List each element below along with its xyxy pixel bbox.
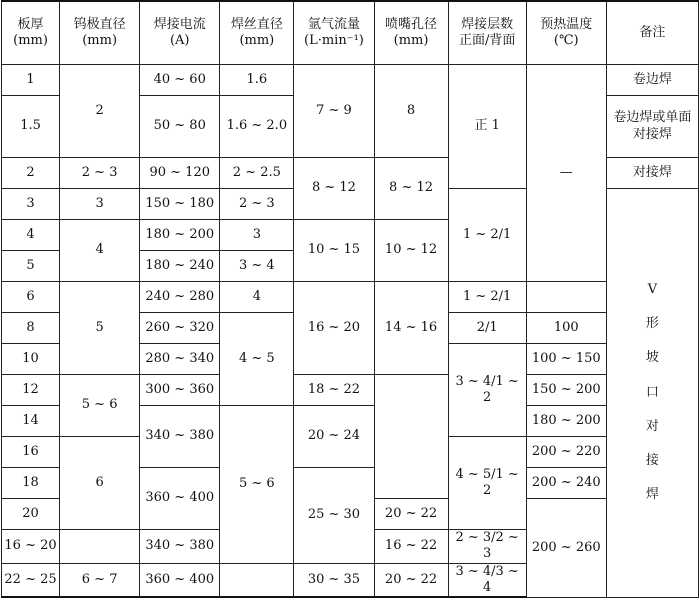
cell-current: 50 ~ 80 [140,96,220,158]
cell-preheat: 150 ~ 200 [526,375,606,406]
cell-nozzle: 16 ~ 22 [374,530,448,564]
cell-wire: 4 ~ 5 [220,313,294,406]
cell-thickness: 1 [2,65,60,96]
cell-tungsten: 6 [60,437,140,530]
cell-current: 40 ~ 60 [140,65,220,96]
cell-thickness: 4 [2,220,60,251]
cell-tungsten: 5 [60,282,140,375]
cell-preheat: 100 [526,313,606,344]
cell-preheat: 200 ~ 260 [526,499,606,598]
table-row [2,282,699,313]
cell-layers: 3 ~ 4/3 ~ 4 [448,563,526,597]
table-row [2,65,699,96]
cell-current: 180 ~ 200 [140,220,220,251]
cell-tungsten: 2 ~ 3 [60,158,140,189]
cell-wire: 2 ~ 3 [220,189,294,220]
cell-note: 卷边焊 [606,65,698,96]
cell-argon: 10 ~ 15 [294,220,374,282]
cell-thickness: 6 [2,282,60,313]
cell-current: 340 ~ 380 [140,530,220,564]
cell-wire: 5 ~ 6 [220,406,294,564]
table-row [2,375,699,406]
header-argon-flow: 氩气流量 (L·min⁻¹) [294,1,374,65]
cell-tungsten: 3 [60,189,140,220]
header-preheat-temperature: 预热温度 (℃) [526,1,606,65]
cell-current: 90 ~ 120 [140,158,220,189]
cell-current: 360 ~ 400 [140,563,220,597]
header-welding-current: 焊接电流 (A) [140,1,220,65]
cell-preheat-empty [526,282,606,313]
cell-argon: 8 ~ 12 [294,158,374,220]
cell-current: 150 ~ 180 [140,189,220,220]
header-row [2,1,699,65]
cell-wire: 3 [220,220,294,251]
cell-preheat: 180 ~ 200 [526,406,606,437]
cell-current: 340 ~ 380 [140,406,220,468]
cell-wire: 1.6 ~ 2.0 [220,96,294,158]
cell-wire-empty [220,563,294,597]
cell-argon: 16 ~ 20 [294,282,374,375]
cell-thickness: 14 [2,406,60,437]
cell-current: 280 ~ 340 [140,344,220,375]
cell-wire: 1.6 [220,65,294,96]
cell-layers: 2 ~ 3/2 ~ 3 [448,530,526,564]
cell-layers: 4 ~ 5/1 ~ 2 [448,437,526,530]
cell-preheat: 100 ~ 150 [526,344,606,375]
cell-wire: 3 ~ 4 [220,251,294,282]
cell-tungsten-empty [60,530,140,564]
cell-preheat: — [526,65,606,282]
cell-argon: 7 ~ 9 [294,65,374,158]
cell-nozzle: 10 ~ 12 [374,220,448,282]
cell-thickness: 20 [2,499,60,530]
cell-thickness: 16 ~ 20 [2,530,60,564]
cell-preheat: 200 ~ 240 [526,468,606,499]
cell-thickness: 2 [2,158,60,189]
cell-note: 卷边焊或单面对接焊 [606,96,698,158]
cell-layers: 3 ~ 4/1 ~ 2 [448,344,526,437]
cell-tungsten: 2 [60,65,140,158]
header-thickness: 板厚 (mm) [2,1,60,65]
cell-note: 对接焊 [606,158,698,189]
cell-nozzle: 20 ~ 22 [374,499,448,530]
header-nozzle-diameter: 喷嘴孔径 (mm) [374,1,448,65]
cell-thickness: 12 [2,375,60,406]
cell-nozzle: 8 ~ 12 [374,158,448,220]
cell-note-vertical: V 形 坡 口 对 接 焊 [606,189,698,598]
cell-current: 260 ~ 320 [140,313,220,344]
header-notes: 备注 [606,1,698,65]
cell-thickness: 3 [2,189,60,220]
cell-thickness: 10 [2,344,60,375]
cell-wire: 4 [220,282,294,313]
cell-thickness: 1.5 [2,96,60,158]
cell-argon: 20 ~ 24 [294,406,374,468]
cell-thickness: 5 [2,251,60,282]
cell-nozzle: 20 ~ 22 [374,563,448,597]
welding-parameters-table [1,0,699,598]
header-tungsten-diameter: 钨极直径 (mm) [60,1,140,65]
cell-layers: 1 ~ 2/1 [448,282,526,313]
cell-thickness: 8 [2,313,60,344]
cell-layers: 1 ~ 2/1 [448,189,526,282]
cell-current: 240 ~ 280 [140,282,220,313]
cell-current: 300 ~ 360 [140,375,220,406]
cell-preheat: 200 ~ 220 [526,437,606,468]
header-wire-diameter: 焊丝直径 (mm) [220,1,294,65]
cell-argon: 25 ~ 30 [294,468,374,564]
cell-current: 360 ~ 400 [140,468,220,530]
cell-tungsten: 5 ~ 6 [60,375,140,437]
cell-wire: 2 ~ 2.5 [220,158,294,189]
cell-tungsten: 6 ~ 7 [60,563,140,597]
cell-layers: 2/1 [448,313,526,344]
cell-argon: 30 ~ 35 [294,563,374,597]
header-weld-layers: 焊接层数 正面/背面 [448,1,526,65]
cell-tungsten: 4 [60,220,140,282]
cell-argon: 18 ~ 22 [294,375,374,406]
cell-nozzle-empty [374,375,448,499]
cell-current: 180 ~ 240 [140,251,220,282]
cell-thickness: 16 [2,437,60,468]
cell-thickness: 22 ~ 25 [2,563,60,597]
cell-nozzle: 14 ~ 16 [374,282,448,375]
cell-layers: 正 1 [448,65,526,189]
cell-nozzle: 8 [374,65,448,158]
cell-thickness: 18 [2,468,60,499]
